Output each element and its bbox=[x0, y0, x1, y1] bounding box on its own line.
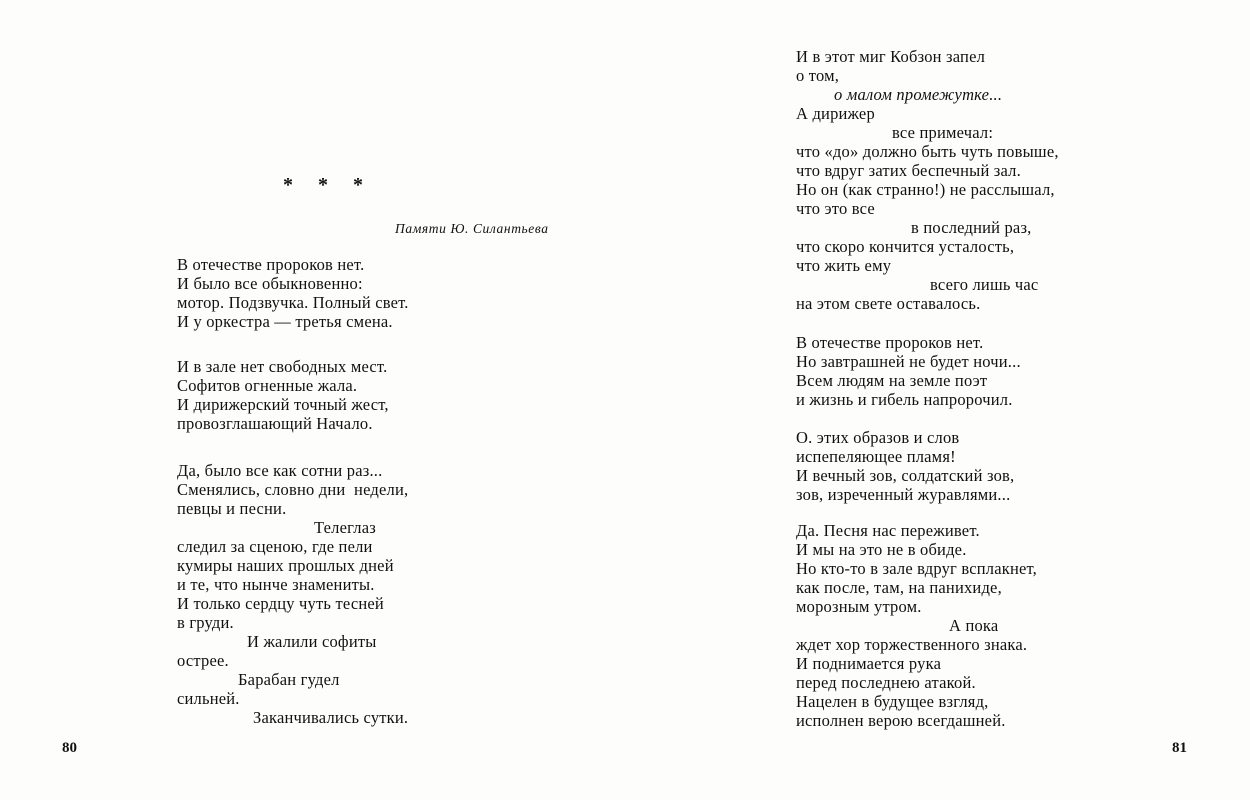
page-number: 81 bbox=[1172, 740, 1187, 756]
verse-line: Сменялись, словно дни недели, bbox=[177, 480, 409, 499]
verse-line: морозным утром. bbox=[796, 597, 922, 616]
verse-line: все примечал: bbox=[892, 123, 994, 142]
verse-line: исполнен верою всегдашней. bbox=[796, 711, 1006, 730]
verse-line: И поднимается рука bbox=[796, 654, 942, 673]
verse-line: что скоро кончится усталость, bbox=[796, 237, 1015, 256]
stanza-5 bbox=[796, 333, 1021, 409]
right-page bbox=[625, 0, 1250, 800]
verse-line: в последний раз, bbox=[911, 218, 1032, 237]
verse-line: Да, было все как сотни раз... bbox=[177, 461, 383, 480]
verse-line: певцы и песни. bbox=[177, 499, 287, 518]
verse-line: О. этих образов и слов bbox=[796, 428, 960, 447]
verse-line: А дирижер bbox=[796, 104, 875, 123]
verse-line: И дирижерский точный жест, bbox=[177, 395, 389, 414]
section-ornament: * * * bbox=[283, 174, 373, 196]
verse-line: что жить ему bbox=[796, 256, 892, 275]
verse-line: И мы на это не в обиде. bbox=[796, 540, 967, 559]
verse-line: Телеглаз bbox=[314, 518, 376, 537]
verse-line: зов, изреченный журавлями... bbox=[796, 485, 1011, 504]
verse-line: Всем людям на земле поэт bbox=[796, 371, 988, 390]
verse-line: и те, что нынче знамениты. bbox=[177, 575, 375, 594]
verse-line: И у оркестра — третья смена. bbox=[177, 312, 393, 331]
verse-line: всего лишь час bbox=[930, 275, 1039, 294]
verse-line: следил за сценою, где пели bbox=[177, 537, 373, 556]
verse-line: Но кто-то в зале вдруг всплакнет, bbox=[796, 559, 1037, 578]
verse-line: на этом свете оставалось. bbox=[796, 294, 981, 313]
verse-line: И только сердцу чуть тесней bbox=[177, 594, 384, 613]
verse-line: сильней. bbox=[177, 689, 240, 708]
verse-line: что «до» должно быть чуть повыше, bbox=[796, 142, 1059, 161]
verse-line: острее. bbox=[177, 651, 229, 670]
verse-line: Да. Песня нас переживет. bbox=[796, 521, 980, 540]
verse-line: Заканчивались сутки. bbox=[253, 708, 409, 727]
stanza-1 bbox=[177, 255, 409, 331]
verse-line: Но завтрашней не будет ночи... bbox=[796, 352, 1021, 371]
verse-line: мотор. Подзвучка. Полный свет. bbox=[177, 293, 409, 312]
stanza-4 bbox=[796, 47, 1059, 313]
dedication: Памяти Ю. Силантьева bbox=[395, 221, 549, 236]
verse-line: Но он (как странно!) не расслышал, bbox=[796, 180, 1055, 199]
verse-line: провозглашающий Начало. bbox=[177, 414, 373, 433]
verse-line: ждет хор торжественного знака. bbox=[796, 635, 1028, 654]
page-number: 80 bbox=[62, 740, 77, 756]
stanza-7 bbox=[796, 521, 1037, 730]
verse-line: Софитов огненные жала. bbox=[177, 376, 358, 395]
verse-line: что вдруг затих беспечный зал. bbox=[796, 161, 1021, 180]
verse-line: что это все bbox=[796, 199, 875, 218]
stanza-3 bbox=[177, 461, 408, 727]
verse-line: В отечестве пророков нет. bbox=[177, 255, 365, 274]
verse-line: И в этот миг Кобзон запел bbox=[796, 47, 986, 66]
verse-line: И было все обыкновенно: bbox=[177, 274, 363, 293]
stanza-6 bbox=[796, 428, 1014, 504]
verse-line: как после, там, на панихиде, bbox=[796, 578, 1002, 597]
verse-line: о малом промежутке... bbox=[834, 85, 1003, 104]
verse-line: Нацелен в будущее взгляд, bbox=[796, 692, 989, 711]
verse-line: испепеляющее пламя! bbox=[796, 447, 956, 466]
verse-line: В отечестве пророков нет. bbox=[796, 333, 984, 352]
verse-line: в груди. bbox=[177, 613, 234, 632]
verse-line: И вечный зов, солдатский зов, bbox=[796, 466, 1015, 485]
verse-line: кумиры наших прошлых дней bbox=[177, 556, 394, 575]
verse-line: о том, bbox=[796, 66, 840, 85]
verse-line: И жалили софиты bbox=[247, 632, 377, 651]
verse-line: И в зале нет свободных мест. bbox=[177, 357, 388, 376]
verse-line: перед последнею атакой. bbox=[796, 673, 976, 692]
stanza-2 bbox=[177, 357, 389, 433]
verse-line: А пока bbox=[949, 616, 999, 635]
verse-line: и жизнь и гибель напророчил. bbox=[796, 390, 1013, 409]
verse-line: Барабан гудел bbox=[238, 670, 340, 689]
